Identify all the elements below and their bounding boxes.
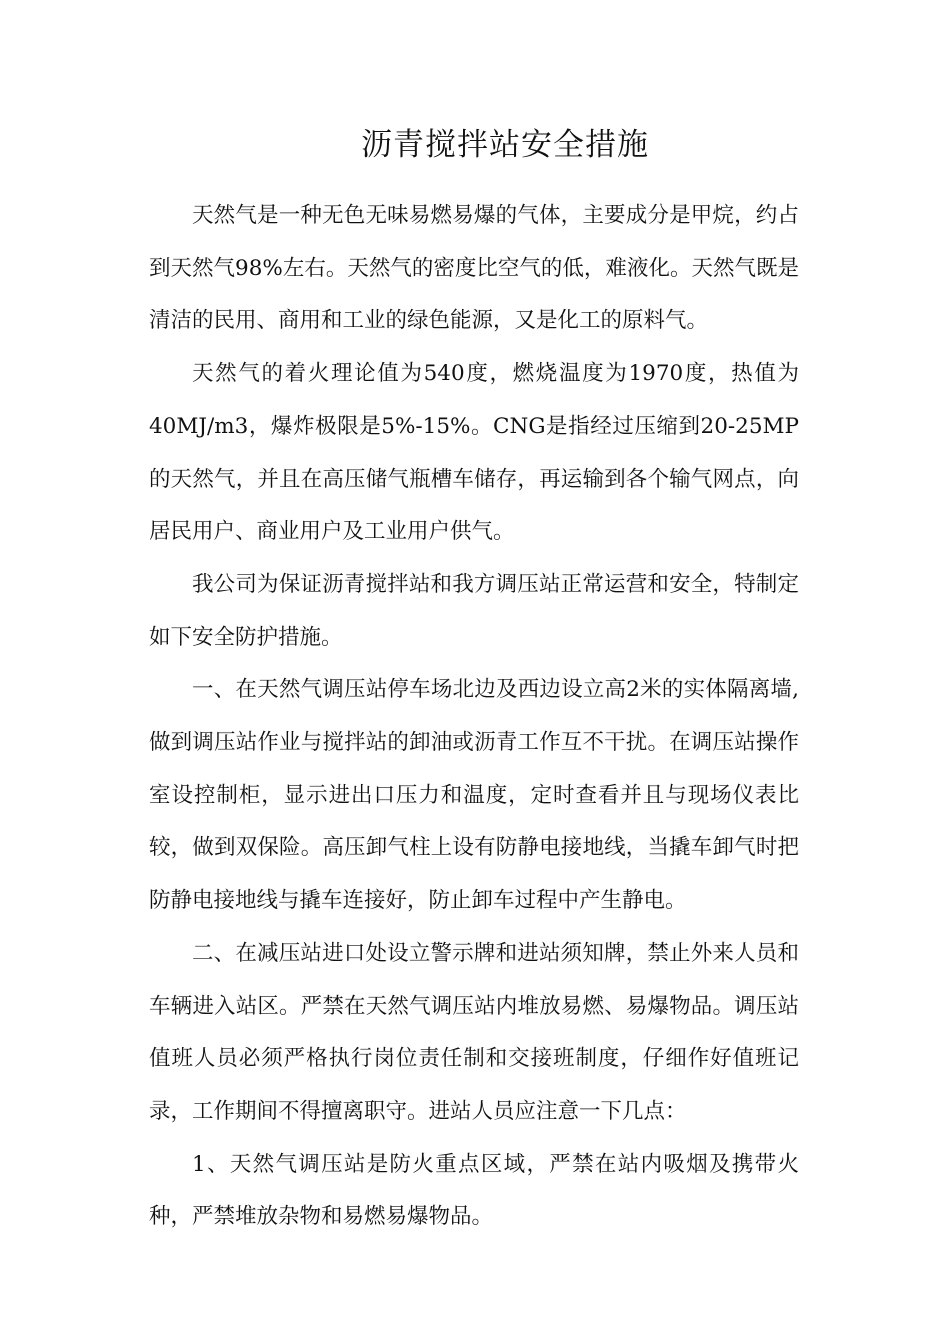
paragraph-intro: 天然气是一种无色无味易燃易爆的气体，主要成分是甲烷，约占到天然气98%左右。天然气的密度比空气的低，难液化。天然气既是清洁的民用、商用和工业的绿色能源，又是化工的原料气。 <box>149 203 799 334</box>
document-body <box>149 190 799 1244</box>
paragraph-properties: 天然气的着火理论值为540度，燃烧温度为1970度，热值为40MJ/m3，爆炸极限是5%-15%。CNG是指经过压缩到20-25MP的天然气，并且在高压储气瓶槽车储存，再运输到各个输气网点，向居民用户、商业用户及工业用户供气。 <box>149 361 799 545</box>
paragraph-purpose: 我公司为保证沥青搅拌站和我方调压站正常运营和安全，特制定如下安全防护措施。 <box>149 571 799 650</box>
paragraph-measure-2: 二、在减压站进口处设立警示牌和进站须知牌，禁止外来人员和车辆进入站区。严禁在天然气调压站内堆放易燃、易爆物品。调压站值班人员必须严格执行岗位责任制和交接班制度，仔细作好值班记录，工作期间不得擅离职守。进站人员应注意一下几点： <box>149 940 799 1124</box>
paragraph-item-1: 1、天然气调压站是防火重点区域，严禁在站内吸烟及携带火种，严禁堆放杂物和易燃易爆物品。 <box>149 1151 799 1230</box>
document-title: 沥青搅拌站安全措施 <box>361 127 649 163</box>
paragraph-measure-1: 一、在天然气调压站停车场北边及西边设立高2米的实体隔离墙,做到调压站作业与搅拌站的卸油或沥青工作互不干扰。在调压站操作室设控制柜，显示进出口压力和温度，定时查看并且与现场仪表比较，做到双保险。高压卸气柱上设有防静电接地线，当撬车卸气时把防静电接地线与撬车连接好，防止卸车过程中产生静电。 <box>149 677 799 914</box>
